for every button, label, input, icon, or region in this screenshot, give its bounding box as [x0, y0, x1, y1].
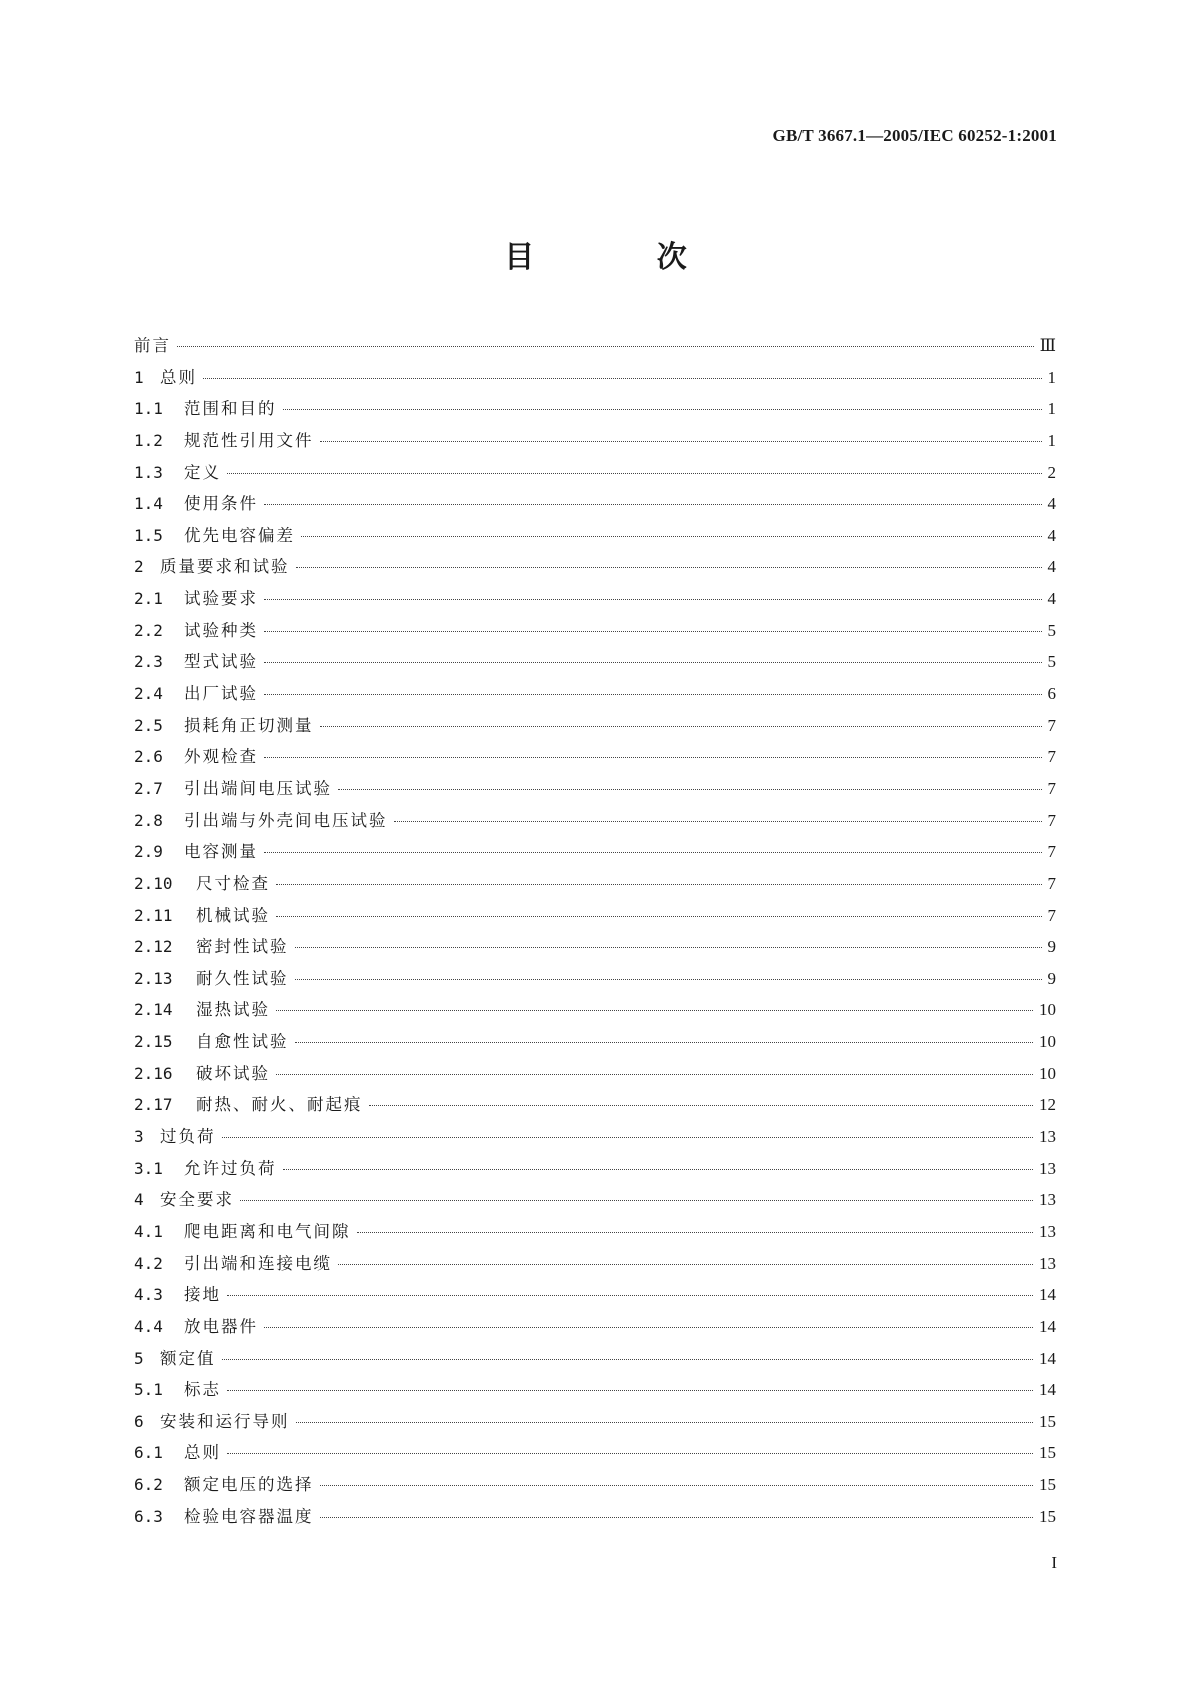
toc-entry-number: 2.10 [134, 873, 173, 893]
toc-entry-title: 总则 [160, 367, 197, 387]
toc-entry-page: 13 [1039, 1253, 1056, 1273]
toc-entry-page: 14 [1039, 1316, 1056, 1336]
toc-entry-title: 放电器件 [184, 1316, 258, 1336]
toc-entry-title: 电容测量 [184, 842, 258, 862]
toc-leader-dots [296, 567, 1042, 568]
toc-leader-dots [283, 1169, 1034, 1170]
toc-entry-page: 7 [1047, 747, 1056, 767]
toc-entry-number: 4.3 [134, 1285, 163, 1305]
toc-leader-dots [295, 947, 1042, 948]
toc-entry-title: 安全要求 [160, 1190, 234, 1210]
toc-entry-page: 10 [1039, 1000, 1056, 1020]
toc-entry-page: 4 [1047, 494, 1056, 514]
toc-entry[interactable] [134, 1345, 1056, 1377]
toc-entry-number: 2.17 [134, 1095, 173, 1115]
toc-entry-number: 1.4 [134, 494, 163, 514]
toc-leader-dots [227, 473, 1042, 474]
toc-entry[interactable] [134, 996, 1056, 1028]
toc-leader-dots [227, 1453, 1033, 1454]
document-code: GB/T 3667.1—2005/IEC 60252-1:2001 [772, 126, 1057, 145]
toc-entry[interactable] [134, 1123, 1056, 1155]
toc-leader-dots [320, 726, 1042, 727]
toc-entry[interactable] [134, 807, 1056, 839]
toc-entry[interactable] [134, 1028, 1056, 1060]
toc-leader-dots [338, 1264, 1033, 1265]
toc-entry-number: 3.1 [134, 1158, 163, 1178]
toc-entry-number: 2.12 [134, 937, 173, 957]
toc-entry-title: 破坏试验 [196, 1063, 270, 1083]
toc-entry-title: 范围和目的 [184, 399, 277, 419]
toc-entry-number: 4 [134, 1190, 144, 1210]
toc-entry-page: 15 [1039, 1506, 1056, 1526]
toc-entry-title: 检验电容器温度 [184, 1506, 314, 1526]
toc-leader-dots [369, 1105, 1034, 1106]
toc-entry[interactable] [134, 1503, 1056, 1535]
toc-entry[interactable] [134, 553, 1056, 585]
toc-entry[interactable] [134, 648, 1056, 680]
toc-entry-number: 5.1 [134, 1380, 163, 1400]
toc-leader-dots [276, 916, 1042, 917]
toc-entry[interactable] [134, 775, 1056, 807]
toc-entry-number: 6 [134, 1411, 144, 1431]
toc-entry-title: 额定电压的选择 [184, 1475, 314, 1495]
toc-entry-title: 耐久性试验 [196, 968, 289, 988]
toc-entry[interactable] [134, 838, 1056, 870]
toc-entry[interactable] [134, 743, 1056, 775]
toc-entry-title: 引出端间电压试验 [184, 778, 332, 798]
toc-entry[interactable] [134, 1376, 1056, 1408]
toc-entry-title: 规范性引用文件 [184, 430, 314, 450]
toc-entry-title: 自愈性试验 [196, 1032, 289, 1052]
toc-entry-page: 7 [1047, 810, 1056, 830]
toc-entry[interactable] [134, 395, 1056, 427]
toc-entry-title: 使用条件 [184, 494, 258, 514]
toc-entry-page: 4 [1047, 525, 1056, 545]
toc-entry-number: 1.5 [134, 525, 163, 545]
toc-entry-page: 12 [1039, 1095, 1056, 1115]
toc-entry-number: 2.1 [134, 589, 163, 609]
toc-entry[interactable] [134, 1060, 1056, 1092]
toc-entry-page: 7 [1047, 842, 1056, 862]
toc-leader-dots [276, 884, 1042, 885]
toc-entry-title: 机械试验 [196, 905, 270, 925]
toc-entry[interactable] [134, 1313, 1056, 1345]
toc-leader-dots [222, 1137, 1034, 1138]
toc-entry-title: 损耗角正切测量 [184, 715, 314, 735]
toc-entry[interactable] [134, 965, 1056, 997]
toc-entry-number: 1 [134, 367, 144, 387]
toc-entry-title: 试验种类 [184, 620, 258, 640]
toc-entry[interactable] [134, 490, 1056, 522]
toc-leader-dots [320, 1485, 1034, 1486]
toc-entry-title: 质量要求和试验 [160, 557, 290, 577]
toc-entry-page: 10 [1039, 1063, 1056, 1083]
toc-entry-page: Ⅲ [1039, 336, 1056, 355]
toc-entry[interactable] [134, 364, 1056, 396]
toc-leader-dots [264, 662, 1042, 663]
toc-entry[interactable] [134, 1218, 1056, 1250]
toc-leader-dots [264, 504, 1042, 505]
toc-entry-page: 9 [1047, 968, 1056, 988]
toc-entry-title: 标志 [184, 1380, 221, 1400]
toc-entry-number: 4.4 [134, 1316, 163, 1336]
toc-entry-page: 13 [1039, 1158, 1056, 1178]
toc-entry-page: 13 [1039, 1190, 1056, 1210]
toc-entry-page: 14 [1039, 1348, 1056, 1368]
toc-entry-number: 1.1 [134, 399, 163, 419]
toc-entry-number: 1.3 [134, 462, 163, 482]
toc-leader-dots [264, 757, 1042, 758]
toc-entry-page: 9 [1047, 937, 1056, 957]
toc-entry-number: 5 [134, 1348, 144, 1368]
toc-entry-title: 接地 [184, 1285, 221, 1305]
toc-entry-number: 6.1 [134, 1443, 163, 1463]
toc-entry[interactable] [134, 617, 1056, 649]
toc-entry-number: 6.3 [134, 1506, 163, 1526]
toc-entry-page: 4 [1047, 589, 1056, 609]
toc-entry-page: 2 [1047, 462, 1056, 482]
toc-entry[interactable] [134, 1471, 1056, 1503]
toc-entry-title: 爬电距离和电气间隙 [184, 1221, 351, 1241]
toc-entry-number: 1.2 [134, 430, 163, 450]
toc-entry-page: 5 [1047, 652, 1056, 672]
toc-leader-dots [301, 536, 1042, 537]
toc-entry-number: 3 [134, 1127, 144, 1147]
toc-leader-dots [283, 409, 1042, 410]
toc-entry-page: 7 [1047, 778, 1056, 798]
toc-entry[interactable] [134, 1250, 1056, 1282]
toc-leader-dots [264, 631, 1042, 632]
toc-entry-title: 优先电容偏差 [184, 525, 295, 545]
toc-entry[interactable] [134, 1439, 1056, 1471]
toc-entry-number: 2.2 [134, 620, 163, 640]
toc-leader-dots [357, 1232, 1034, 1233]
toc-entry-title: 前言 [134, 336, 171, 355]
table-of-contents [134, 332, 1056, 1534]
toc-entry-number: 2.5 [134, 715, 163, 735]
toc-leader-dots [264, 852, 1042, 853]
toc-entry-number: 2.3 [134, 652, 163, 672]
toc-entry[interactable] [134, 585, 1056, 617]
toc-entry-page: 13 [1039, 1221, 1056, 1241]
toc-entry-page: 13 [1039, 1127, 1056, 1147]
page-number: I [1051, 1553, 1057, 1572]
toc-entry-number: 2 [134, 557, 144, 577]
toc-entry[interactable] [134, 459, 1056, 491]
toc-entry-title: 额定值 [160, 1348, 216, 1368]
toc-leader-dots [295, 979, 1042, 980]
toc-leader-dots [296, 1422, 1034, 1423]
toc-entry-page: 7 [1047, 873, 1056, 893]
toc-entry[interactable] [134, 933, 1056, 965]
toc-leader-dots [264, 599, 1042, 600]
toc-entry[interactable] [134, 712, 1056, 744]
toc-entry-title: 引出端和连接电缆 [184, 1253, 332, 1273]
toc-entry-title: 湿热试验 [196, 1000, 270, 1020]
toc-leader-dots [320, 441, 1042, 442]
toc-entry[interactable] [134, 1281, 1056, 1313]
toc-leader-dots [320, 1517, 1034, 1518]
toc-entry-page: 6 [1047, 684, 1056, 704]
toc-entry[interactable] [134, 1091, 1056, 1123]
toc-entry-number: 2.13 [134, 968, 173, 988]
toc-entry-page: 1 [1047, 399, 1056, 419]
toc-leader-dots [227, 1295, 1033, 1296]
toc-entry-page: 15 [1039, 1475, 1056, 1495]
toc-entry-title: 外观检查 [184, 747, 258, 767]
toc-leader-dots [222, 1359, 1034, 1360]
toc-entry-page: 4 [1047, 557, 1056, 577]
toc-entry-number: 2.8 [134, 810, 163, 830]
toc-entry-page: 1 [1047, 430, 1056, 450]
toc-entry[interactable] [134, 680, 1056, 712]
toc-entry-title: 密封性试验 [196, 937, 289, 957]
toc-entry[interactable] [134, 522, 1056, 554]
toc-entry-page: 14 [1039, 1285, 1056, 1305]
toc-entry-page: 1 [1047, 367, 1056, 387]
toc-leader-dots [276, 1074, 1033, 1075]
toc-entry-title: 型式试验 [184, 652, 258, 672]
toc-entry-title: 定义 [184, 462, 221, 482]
toc-entry-page: 14 [1039, 1380, 1056, 1400]
toc-entry[interactable] [134, 1155, 1056, 1187]
toc-leader-dots [338, 789, 1042, 790]
toc-entry-page: 7 [1047, 715, 1056, 735]
toc-entry-number: 2.15 [134, 1032, 173, 1052]
toc-entry[interactable] [134, 902, 1056, 934]
toc-entry-page: 5 [1047, 620, 1056, 640]
page-title: 目 次 [504, 240, 743, 275]
toc-entry[interactable] [134, 1186, 1056, 1218]
toc-leader-dots [276, 1010, 1033, 1011]
toc-entry-number: 2.14 [134, 1000, 173, 1020]
toc-entry-title: 过负荷 [160, 1127, 216, 1147]
toc-leader-dots [240, 1200, 1033, 1201]
toc-entry[interactable] [134, 332, 1056, 364]
toc-leader-dots [295, 1042, 1034, 1043]
toc-leader-dots [227, 1390, 1033, 1391]
toc-entry[interactable] [134, 427, 1056, 459]
toc-entry-title: 引出端与外壳间电压试验 [184, 810, 388, 830]
toc-entry-number: 6.2 [134, 1475, 163, 1495]
toc-entry-number: 2.11 [134, 905, 173, 925]
toc-leader-dots [394, 821, 1042, 822]
toc-entry-title: 耐热、耐火、耐起痕 [196, 1095, 363, 1115]
toc-entry[interactable] [134, 870, 1056, 902]
toc-entry-number: 4.2 [134, 1253, 163, 1273]
toc-entry-number: 4.1 [134, 1221, 163, 1241]
toc-entry-title: 总则 [184, 1443, 221, 1463]
toc-entry-title: 安装和运行导则 [160, 1411, 290, 1431]
toc-entry-title: 试验要求 [184, 589, 258, 609]
toc-entry-number: 2.16 [134, 1063, 173, 1083]
toc-entry-page: 15 [1039, 1411, 1056, 1431]
toc-entry-page: 15 [1039, 1443, 1056, 1463]
toc-entry-number: 2.4 [134, 684, 163, 704]
toc-leader-dots [177, 346, 1034, 347]
toc-leader-dots [264, 1327, 1033, 1328]
toc-entry[interactable] [134, 1408, 1056, 1440]
toc-entry-number: 2.7 [134, 778, 163, 798]
toc-entry-number: 2.9 [134, 842, 163, 862]
toc-leader-dots [264, 694, 1042, 695]
toc-leader-dots [203, 378, 1042, 379]
toc-entry-title: 尺寸检查 [196, 873, 270, 893]
toc-entry-page: 10 [1039, 1032, 1056, 1052]
toc-entry-number: 2.6 [134, 747, 163, 767]
toc-entry-title: 允许过负荷 [184, 1158, 277, 1178]
toc-entry-page: 7 [1047, 905, 1056, 925]
toc-entry-title: 出厂试验 [184, 684, 258, 704]
